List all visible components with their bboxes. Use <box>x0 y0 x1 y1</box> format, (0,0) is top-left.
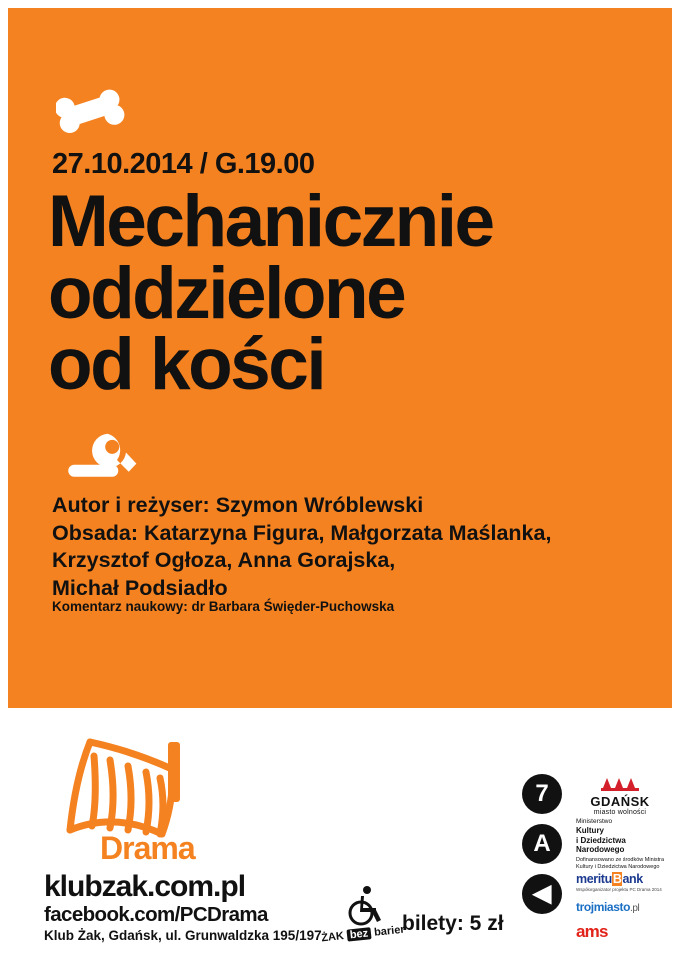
orange-panel <box>8 8 672 708</box>
sponsor-logos <box>516 774 666 954</box>
accessibility-text <box>318 923 409 944</box>
title-line-1: Mechanicznie <box>48 181 493 262</box>
trojmiasto-logo <box>576 898 666 916</box>
drama-wordmark: Drama <box>100 830 195 866</box>
ministry-sub: Dofinansowano ze środków Ministra Kultury i Dziedzictwa Narodowego <box>576 856 665 870</box>
meritum-text: meritu <box>576 872 612 886</box>
bone-icon <box>56 84 126 144</box>
sponsor-circle-2: A <box>522 824 562 864</box>
title-line-3: od kości <box>48 324 325 406</box>
note-value: dr Barbara Święder-Puchowska <box>191 599 395 614</box>
meritum-wordmark <box>576 872 666 886</box>
credits-cast-label: Obsada: <box>52 520 139 545</box>
meritum-bank-logo <box>576 872 666 892</box>
accessibility-line-1: ŻAK <box>320 930 345 945</box>
trojmiasto-tld: .pl <box>630 903 640 914</box>
accessibility-badge <box>318 884 408 945</box>
title-line-2: oddzielone <box>48 252 405 334</box>
venue-address: Klub Żak, Gdańsk, ul. Grunwaldzka 195/197 <box>44 928 322 944</box>
credits-director-value: Szymon Wróblewski <box>215 493 424 517</box>
trojmiasto-wordmark <box>576 900 639 914</box>
ticket-price: bilety: 5 zł <box>402 912 504 935</box>
meritum-tail: ank <box>622 872 643 886</box>
ministry-logo <box>576 818 666 870</box>
credits-cast-row-1 <box>52 520 652 548</box>
ministry-line-2: Kultury <box>576 826 604 836</box>
credits-cast-line-3: Michał Podsiadło <box>52 575 228 600</box>
ams-logo <box>576 922 666 942</box>
ministry-line-4: Narodowego <box>576 845 625 855</box>
credits <box>52 492 652 602</box>
website-link[interactable]: klubzak.com.pl <box>44 870 246 903</box>
wheelchair-icon <box>342 884 384 926</box>
sponsor-circle-1: 7 <box>522 774 562 814</box>
trojmiasto-text: trojmiasto <box>576 900 631 914</box>
scientific-note <box>52 598 652 616</box>
credits-cast-line-2: Krzysztof Ogłoza, Anna Gorajska, <box>52 548 396 573</box>
accessibility-line-2: barier <box>373 923 406 939</box>
meritum-sub: Współorganizator projektu PC Drama 2014 <box>576 887 662 892</box>
meritum-b: B <box>612 872 622 886</box>
contact-block <box>44 872 322 944</box>
gdansk-logo <box>576 774 664 816</box>
accessibility-bez: bez <box>346 927 371 941</box>
ministry-line-1: Ministerstwo <box>576 818 613 825</box>
wrench-icon <box>60 432 140 494</box>
facebook-link[interactable]: facebook.com/PCDrama <box>44 902 268 926</box>
sponsor-circle-3: ◀ <box>522 874 562 914</box>
ams-wordmark: ams <box>576 922 608 941</box>
gdansk-crest-icon <box>597 774 643 794</box>
note-label: Komentarz naukowy: <box>52 599 188 614</box>
page-title <box>48 181 668 406</box>
gdansk-name: GDAŃSK <box>590 794 650 809</box>
credits-cast-line-1: Katarzyna Figura, Małgorzata Maślanka, <box>144 520 552 545</box>
date-time: 27.10.2014 / G.19.00 <box>52 148 315 180</box>
credits-director-label: Autor i reżyser: <box>52 493 210 517</box>
credits-director-row <box>52 492 652 520</box>
ministry-line-3: i Dziedzictwa <box>576 835 626 845</box>
footer-panel <box>0 708 683 960</box>
gdansk-tagline: miasto wolności <box>593 809 647 816</box>
